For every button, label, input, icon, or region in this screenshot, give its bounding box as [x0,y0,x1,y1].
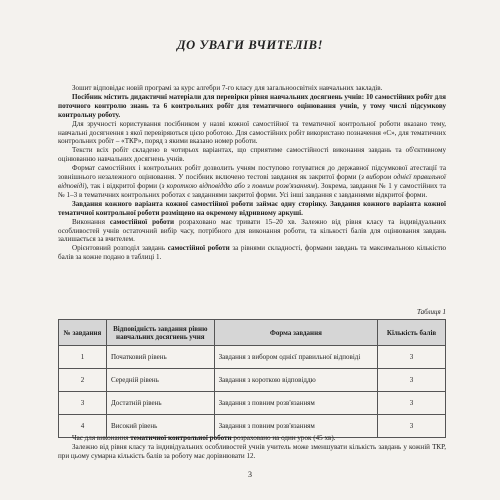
paragraph-5 [58,164,446,200]
cell-form: Завдання з повним розв'язанням [214,392,377,415]
p8-part-c: за рівнями складності, формами завдань та максимальною кількістю балів за кожне подано в таблиці 1. [58,244,446,262]
p7-bold: самостійної роботи [109,217,175,226]
cell-form: Завдання з вибором однієї правильної відповіді [214,346,377,369]
p7-part-a: Виконання [72,217,110,226]
table-row [59,392,446,415]
paragraph-6-bold: Завдання кожного варіанта кожної самостійної роботи займає одну сторінку. Завдання кожного варіанта кожної тематичної контрольної роботи розміщено на окремому відривному аркуші. [58,199,446,217]
cell-number: 3 [59,392,107,415]
tasks-table [58,319,446,438]
closing-paragraph-1 [58,434,446,443]
paragraph-8 [58,244,446,262]
cell-points: 3 [378,415,446,438]
paragraph-2 [58,93,446,120]
paragraph-1: Зошит відповідає новій програмі за курс алгебри 7-го класу для загальноосвітніх навчальних закладів. [72,84,383,92]
cell-number: 1 [59,346,107,369]
cell-points: 3 [378,392,446,415]
closing-paragraph-2: Залежно від рівня класу та індивідуальних особливостей учнів учитель може зменшувати кількість завдань у кожній ТКР, при цьому сумарна кількість балів за роботу має дорівнювати 12. [58,442,446,460]
header-number: № завдання [59,320,107,346]
p8-bold: самостійної роботи [167,244,230,253]
p7-part-c: розраховано має тривати 15–20 хв. Залежно від рівня класу та індивідуальних особливостей учнів остаточний вибір часу, потрібного для виконання роботи, та кількості балів для оцінювання завдань залишається за вчителем. [58,217,447,244]
a1-part-c: розраховано на один урок (45 хв). [231,434,336,442]
p5-part-b: ), так і відкритої форми ( [84,181,162,190]
cell-form: Завдання з повним розв'язанням [214,415,377,438]
header-form: Форма завдання [214,320,377,346]
cell-level: Високий рівень [106,415,214,438]
paragraph-3: Для зручності користування посібником у назві кожної самостійної та тематичної контрольної роботи вказано тему, навчальні досягнення з якої перевіряються цією роботою. Для самостійних робіт використано позначення «С», для тематичних контрольних робіт – «ТКР», поряд з якими вказано номер роботи. [58,119,446,146]
cell-level: Середній рівень [106,369,214,392]
p5-part-a: Формат самостійних і контрольних робіт дозволить учням поступово готуватися до державної підсумкової атестації та зовнішнього незалежного оцінювання. У посібник включено тестові завдання як закритої форми ( [58,164,446,182]
page-number: 3 [248,470,252,479]
table-header-row [59,320,446,346]
table-caption: Таблиця 1 [416,308,446,316]
header-points: Кількість балів [378,320,446,346]
closing-text [58,434,446,461]
cell-form: Завдання з короткою відповіддю [214,369,377,392]
cell-points: 3 [378,346,446,369]
paragraph-2-bold: Посібник містить дидактичні матеріали для перевірки рівня навчальних досягнень учнів: 10 самостійних робіт для поточного контролю знань та 6 контрольних робіт для тематичного оцінювання учнів, у тому числі підсумкову контрольну роботу. [58,92,446,119]
header-level: Відповідність завдання рівню навчальних досягнень учня [106,320,214,346]
cell-number: 4 [59,415,107,438]
cell-number: 2 [59,369,107,392]
p5-italic-1: з вибором однієї правильної відповіді [58,173,446,190]
intro-text [58,84,446,262]
paragraph-6 [58,200,446,218]
p8-part-a: Орієнтовний розподіл завдань [72,244,168,253]
a1-part-a: Час для виконання [72,434,131,442]
p5-italic-2: з короткою відповіддю або з повним розв'язанням [161,181,315,190]
paragraph-4: Тексти всіх робіт складено в чотирьох варіантах, що сприятиме самостійності виконання завдань та об'єктивному оцінюванню навчальних досягнень учнів. [58,146,446,164]
page-title: ДО УВАГИ ВЧИТЕЛІВ! [176,38,324,52]
cell-level: Достатній рівень [106,392,214,415]
cell-points: 3 [378,369,446,392]
table-row [59,369,446,392]
table-row [59,346,446,369]
paragraph-7 [58,218,446,245]
a1-bold: тематичної контрольної роботи [130,434,232,442]
p5-part-c: ). Зокрема, завдання № 1 у самостійних та № 1–3 в тематичних контрольних роботах є завданнями закритої форми. Усі інші завдання є завданнями відкритої форми. [58,181,447,199]
cell-level: Початковий рівень [106,346,214,369]
